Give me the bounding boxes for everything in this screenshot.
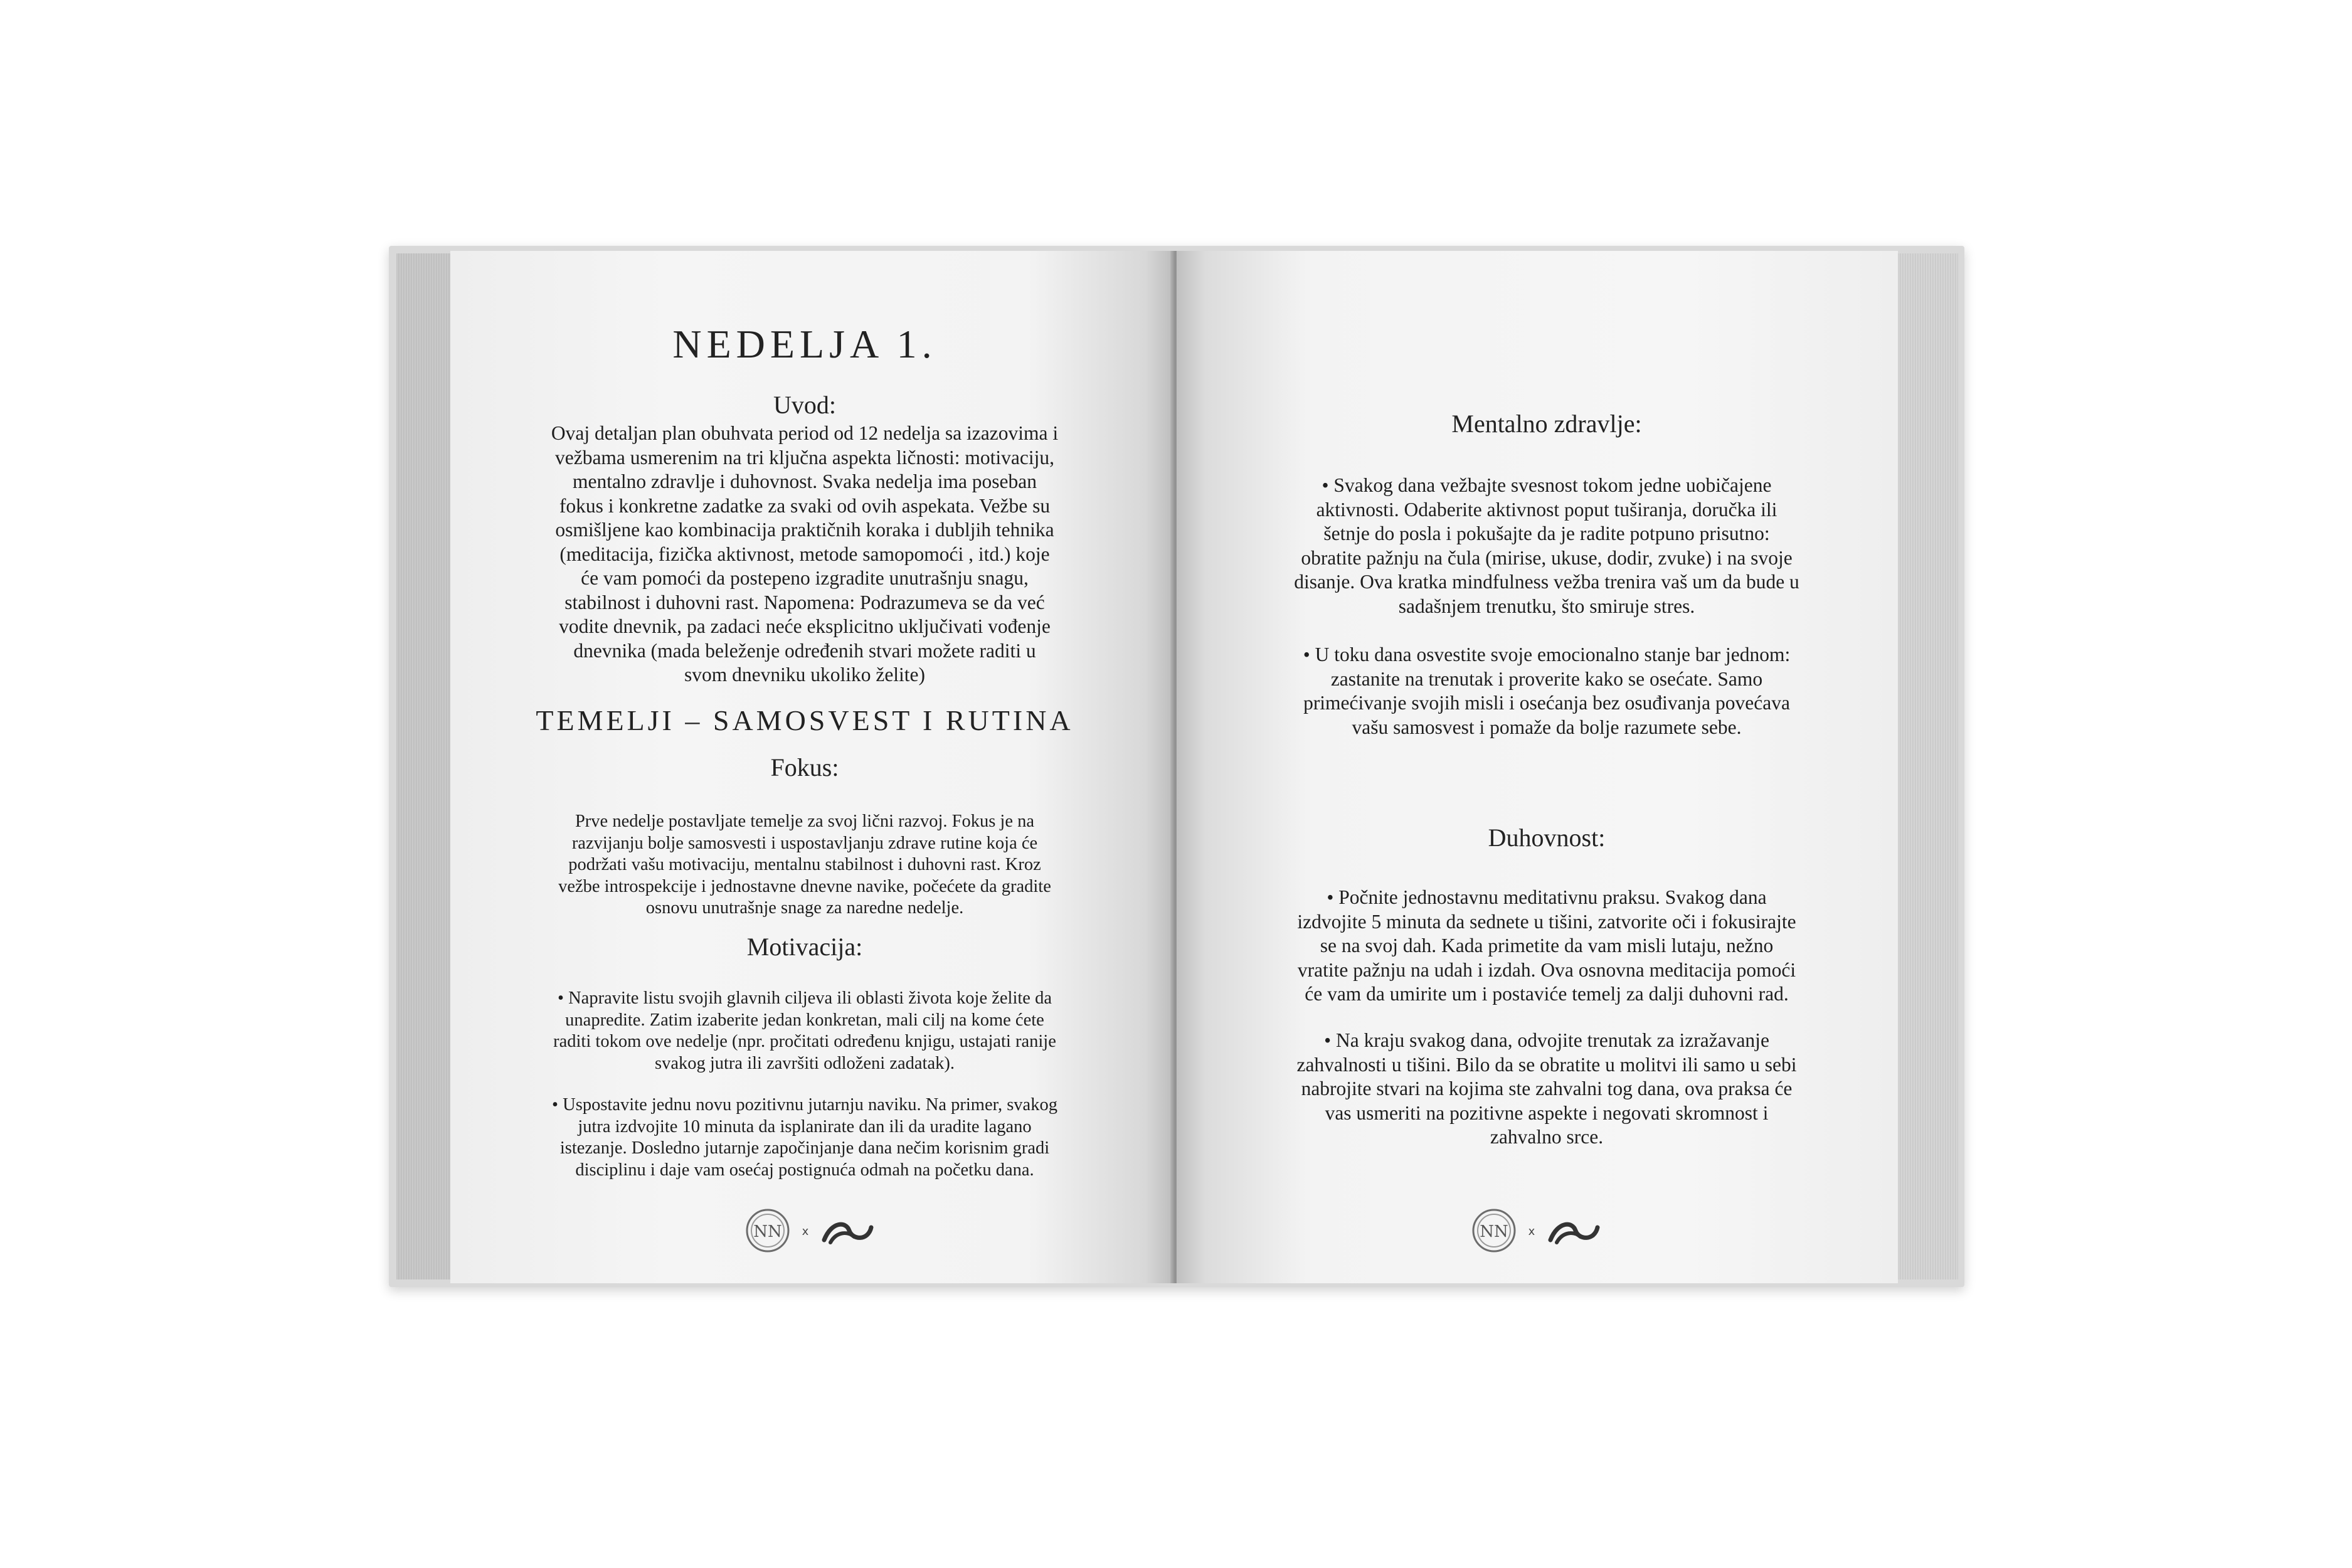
focus-heading: Fokus: — [770, 753, 839, 781]
text-line: se na svoj dah. Kada primetite da vam misli lutaju, nežno — [1320, 935, 1774, 956]
text-line: dnevnika (mada beleženje određenih stvari možete raditi u — [573, 639, 1036, 662]
page-edges-right — [1893, 253, 1958, 1279]
text-line: vodite dnevnik, pa zadaci neće eksplicitno uključivati vođenje — [559, 615, 1051, 637]
text-line: stabilnost i duhovni rast. Napomena: Podrazumeva se da već — [564, 591, 1045, 613]
text-line: svakog jutra ili završiti odloženi zadatak). — [654, 1053, 955, 1073]
text-line: Prve nedelje postavljate temelje za svoj lični razvoj. Fokus je na — [575, 812, 1035, 831]
infinity-s-icon — [1550, 1224, 1597, 1242]
mental-health-paragraph-1 — [1177, 474, 1898, 618]
text-line: vratite pažnju na udah i izdah. Ova osnovna meditacija pomoći — [1297, 958, 1796, 981]
text-line: • Svakog dana vežbajte svesnost tokom jedne uobičajene — [1322, 474, 1772, 496]
text-line: sadašnjem trenutku, što smiruje stres. — [1398, 595, 1695, 617]
text-line: • Uspostavite jednu novu pozitivnu jutarnju naviku. Na primer, svakog — [552, 1095, 1057, 1115]
text-line: Ovaj detaljan plan obuhvata period od 12 nedelja sa izazovima i — [551, 422, 1059, 444]
text-line: osmišljene kao kombinacija praktičnih koraka i dubljih tehnika — [555, 519, 1054, 541]
text-line: će vam da umirite um i postaviće temelj za dalji duhovni rad. — [1305, 983, 1789, 1005]
text-line: zastanite na trenutak i proverite kako se osećate. Samo — [1330, 667, 1763, 690]
text-line: zahvalno srce. — [1490, 1126, 1604, 1148]
spirituality-paragraph-1 — [1177, 886, 1898, 1007]
section-title: TEMELJI – SAMOSVEST I RUTINA — [536, 704, 1074, 736]
left-page — [450, 251, 1174, 1283]
text-line: razvijanju bolje samosvesti i uspostavljanju zdrave rutine koja će — [571, 833, 1038, 853]
logo-separator: x — [802, 1225, 809, 1238]
motivation-heading: Motivacija: — [746, 933, 863, 961]
infinity-s-icon — [824, 1224, 871, 1242]
text-line: disanje. Ova kratka mindfulness vežba trenira vaš um da bude u — [1294, 571, 1799, 593]
text-line: • Na kraju svakog dana, odvojite trenutak za izražavanje — [1324, 1029, 1769, 1051]
text-line: aktivnosti. Odaberite aktivnost poput tuširanja, doručka ili — [1316, 498, 1777, 521]
brand-logo-left — [743, 1202, 881, 1259]
intro-heading: Uvod: — [773, 391, 836, 419]
svg-text:NN: NN — [753, 1222, 782, 1241]
text-line: nabrojite stvari na kojima ste zahvalni tog dana, ova praksa će — [1301, 1078, 1793, 1099]
text-line: vežbama usmerenim na tri ključna aspekta ličnosti: motivaciju, — [554, 446, 1054, 469]
brand-logo-right — [1469, 1202, 1607, 1259]
intro-paragraph — [450, 421, 1174, 687]
motivation-paragraph-2 — [450, 1094, 1174, 1181]
nn-monogram-icon — [747, 1210, 788, 1251]
spirituality-heading: Duhovnost: — [1488, 824, 1606, 852]
text-line: • Počnite jednostavnu meditativnu praksu. Svakog dana — [1327, 886, 1767, 908]
text-line: (meditacija, fizička aktivnost, metode samopomoći , itd.) koje — [559, 543, 1050, 565]
logo-separator: x — [1528, 1225, 1535, 1238]
mental-health-paragraph-2 — [1177, 643, 1898, 739]
page-title: NEDELJA 1. — [672, 322, 937, 366]
text-line: jutra izdvojite 10 minuta da isplanirate dan ili da uradite lagano — [578, 1116, 1032, 1136]
text-line: vas usmeriti na pozitivne aspekte i negovati skromnost i — [1325, 1101, 1769, 1124]
text-line: primećivanje svojih misli i osećanja bez osuđivanja povećava — [1303, 692, 1790, 714]
text-line: svom dnevniku ukoliko želite) — [684, 664, 926, 686]
text-line: fokus i konkretne zadatke za svaki od ovih aspekata. Vežbe su — [559, 494, 1051, 517]
text-line: šetnje do posla i pokušajte da je radite potpuno prisutno: — [1323, 522, 1770, 544]
text-line: mentalno zdravlje i duhovnost. Svaka nedelja ima poseban — [572, 470, 1037, 492]
page-edges-left — [396, 253, 459, 1279]
text-line: • U toku dana osvestite svoje emocionalno stanje bar jednom: — [1303, 644, 1791, 665]
text-line: • Napravite listu svojih glavnih ciljeva ili oblasti života koje želite da — [558, 988, 1052, 1008]
svg-text:NN: NN — [1480, 1222, 1508, 1241]
text-line: raditi tokom ove nedelje (npr. pročitati određenu knjigu, ustajati ranije — [553, 1032, 1056, 1051]
text-line: istezanje. Dosledno jutarnje započinjanje dana nečim korisnim gradi — [559, 1138, 1050, 1158]
text-line: će vam pomoći da postepeno izgradite unutrašnju snagu, — [581, 567, 1029, 589]
text-line: vežbe introspekcije i jednostavne dnevne navike, počećete da gradite — [558, 876, 1051, 896]
nn-monogram-icon — [1473, 1210, 1515, 1251]
text-line: obratite pažnju na čula (mirise, ukuse, dodir, zvuke) i na svoje — [1301, 546, 1793, 569]
spirituality-paragraph-2 — [1177, 1029, 1898, 1150]
text-line: zahvalnosti u tišini. Bilo da se obratite u molitvi ili samo u sebi — [1296, 1053, 1797, 1076]
mental-health-heading: Mentalno zdravlje: — [1451, 410, 1642, 438]
text-line: osnovu unutrašnje snage za naredne nedelje. — [645, 898, 964, 918]
text-line: unapredite. Zatim izaberite jedan konkretan, mali cilj na kome ćete — [565, 1010, 1044, 1030]
motivation-paragraph-1 — [450, 988, 1174, 1074]
right-page — [1177, 251, 1898, 1283]
text-line: izdvojite 5 minuta da sednete u tišini, zatvorite oči i fokusirajte — [1297, 910, 1796, 933]
text-line: podržati vašu motivaciju, mentalnu stabilnost i duhovni rast. Kroz — [568, 855, 1041, 874]
text-line: disciplinu i daje vam osećaj postignuća odmah na početku dana. — [575, 1160, 1034, 1180]
focus-paragraph — [450, 811, 1174, 919]
text-line: vašu samosvest i pomaže da bolje razumete sebe. — [1352, 716, 1742, 738]
